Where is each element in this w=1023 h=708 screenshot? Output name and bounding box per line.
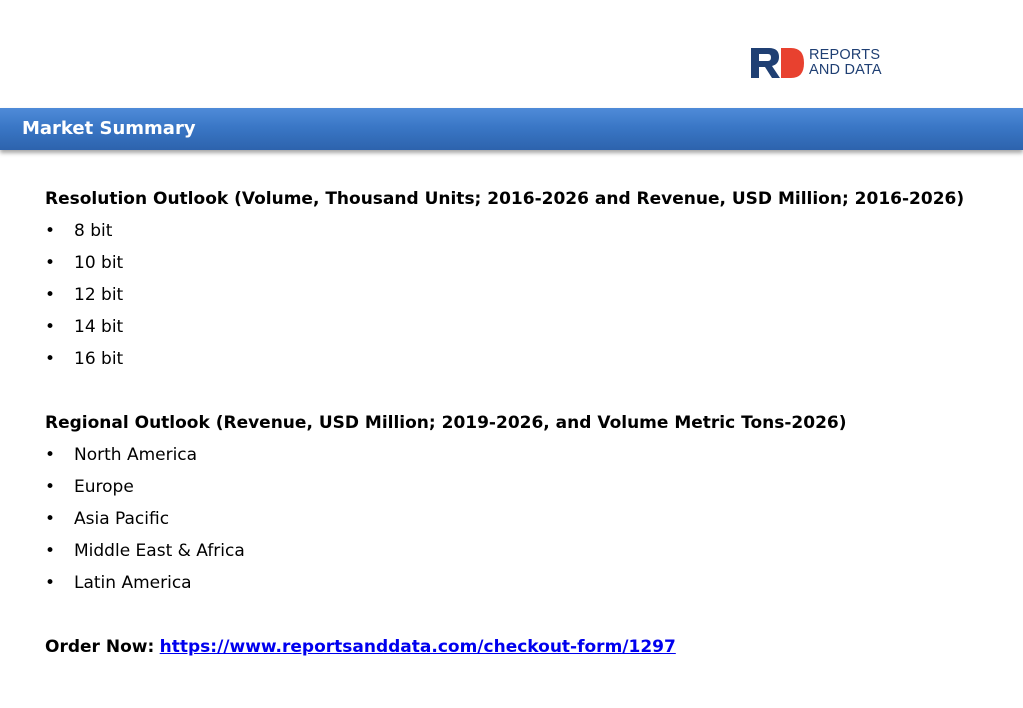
- order-now-label: Order Now:: [45, 637, 155, 657]
- list-item: • 10 bit: [45, 247, 1005, 279]
- banner-title: Market Summary: [22, 118, 196, 139]
- reports-and-data-logo: [749, 46, 882, 80]
- logo-line-1: REPORTS: [809, 47, 881, 63]
- list-item: • Asia Pacific: [45, 503, 1005, 535]
- list-item: • 16 bit: [45, 343, 1005, 375]
- list-item: • North America: [45, 439, 1005, 471]
- logo-line-2: AND DATA: [809, 62, 882, 78]
- summary-content: [45, 183, 1005, 663]
- rd-logo-icon: [749, 46, 805, 80]
- list-item: • 8 bit: [45, 215, 1005, 247]
- market-summary-banner: [0, 108, 1023, 150]
- list-item: • 14 bit: [45, 311, 1005, 343]
- checkout-link[interactable]: https://www.reportsanddata.com/checkout-form/1297: [159, 637, 676, 657]
- order-now-line: [45, 631, 1005, 663]
- list-item: • 12 bit: [45, 279, 1005, 311]
- resolution-outlook-heading: Resolution Outlook (Volume, Thousand Units; 2016-2026 and Revenue, USD Million; 2016-2026): [45, 189, 965, 209]
- regional-list: [45, 439, 1005, 599]
- section-spacer: [45, 375, 1005, 407]
- list-item: • Europe: [45, 471, 1005, 503]
- regional-outlook-heading: Regional Outlook (Revenue, USD Million; 2019-2026, and Volume Metric Tons-2026): [45, 413, 847, 433]
- list-item: • Latin America: [45, 567, 1005, 599]
- resolution-list: [45, 215, 1005, 375]
- section-spacer: [45, 599, 1005, 631]
- logo-wordmark: [809, 48, 882, 78]
- list-item: • Middle East & Africa: [45, 535, 1005, 567]
